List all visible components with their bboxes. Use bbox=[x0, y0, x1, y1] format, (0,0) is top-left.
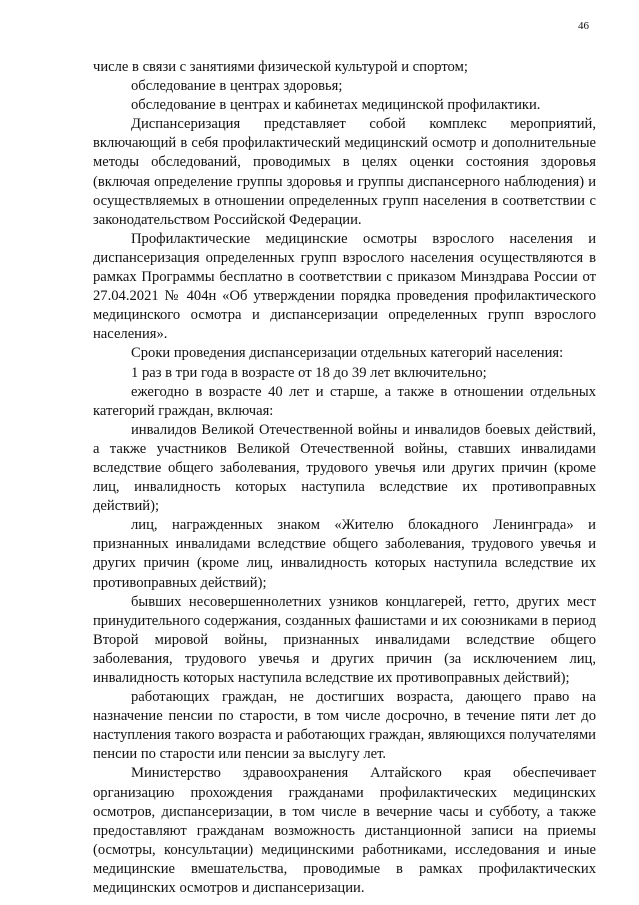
paragraph: Министерство здравоохранения Алтайского края обеспечивает организацию прохождения гражданами профилактических медицинских осмотров, диспансеризации, в том числе в вечерние часы и субботу, а также предоставляют гражданам возможность дистанционной записи на приемы (осмотры, консультации) медицинскими работниками, исследования и иные медицинские вмешательства, проводимые в рамках профилактических медицинских осмотров и диспансеризации. bbox=[93, 765, 596, 897]
paragraph: ежегодно в возрасте 40 лет и старше, а также в отношении отдельных категорий граждан, включая: bbox=[93, 383, 596, 419]
paragraph: Профилактические медицинские осмотры взрослого населения и диспансеризация определенных групп взрослого населения осуществляются в рамках Программы бесплатно в соответствии с приказом Минздрава России от 27.04.2021 № 404н «Об утверждении порядка проведения профилактического медицинского осмотра и диспансеризации определенных групп взрослого населения». bbox=[93, 230, 596, 343]
paragraph: лиц, награжденных знаком «Жителю блокадного Ленинграда» и признанных инвалидами вследствие общего заболевания, трудового увечья и других причин (кроме лиц, инвалидность которых наступила вследствие их противоправных действий); bbox=[93, 517, 596, 591]
paragraph: обследование в центрах здоровья; bbox=[131, 78, 343, 95]
paragraph: Сроки проведения диспансеризации отдельных категорий населения: bbox=[131, 345, 564, 362]
paragraph: бывших несовершеннолетних узников концлагерей, гетто, других мест принудительного содержания, созданных фашистами и их союзниками в период Второй мировой войны, признанных инвалидами вследствие общего заболевания, трудового увечья и других причин (за исключением лиц, инвалидность которых наступила вследствие их противоправных действий); bbox=[93, 593, 596, 686]
paragraph: Диспансеризация представляет собой комплекс мероприятий, включающий в себя профилактический медицинский осмотр и дополнительные методы обследований, проводимых в целях оценки состояния здоровья (включая определение группы здоровья и группы диспансерного наблюдения) и осуществляемых в отношении определенных групп населения в соответствии с законодательством Российской Федерации. bbox=[93, 116, 596, 228]
paragraph: числе в связи с занятиями физической культурой и спортом; bbox=[93, 59, 468, 75]
paragraph: работающих граждан, не достигших возраста, дающего право на назначение пенсии по старости, в том числе досрочно, в течение пяти лет до наступления такого возраста и работающих граждан, являющихся получателями пенсии по старости или пенсии за выслугу лет. bbox=[93, 689, 596, 763]
paragraph: инвалидов Великой Отечественной войны и инвалидов боевых действий, а также участников Великой Отечественной войны, ставших инвалидами вследствие общего заболевания, трудового увечья или других причин (кроме лиц, инвалидность которых наступила вследствие их противоправных действий); bbox=[93, 421, 596, 515]
body-text bbox=[93, 58, 596, 898]
page-number: 46 bbox=[578, 20, 589, 32]
paragraph: 1 раз в три года в возрасте от 18 до 39 лет включительно; bbox=[131, 364, 487, 381]
paragraph: обследование в центрах и кабинетах медицинской профилактики. bbox=[131, 97, 541, 114]
